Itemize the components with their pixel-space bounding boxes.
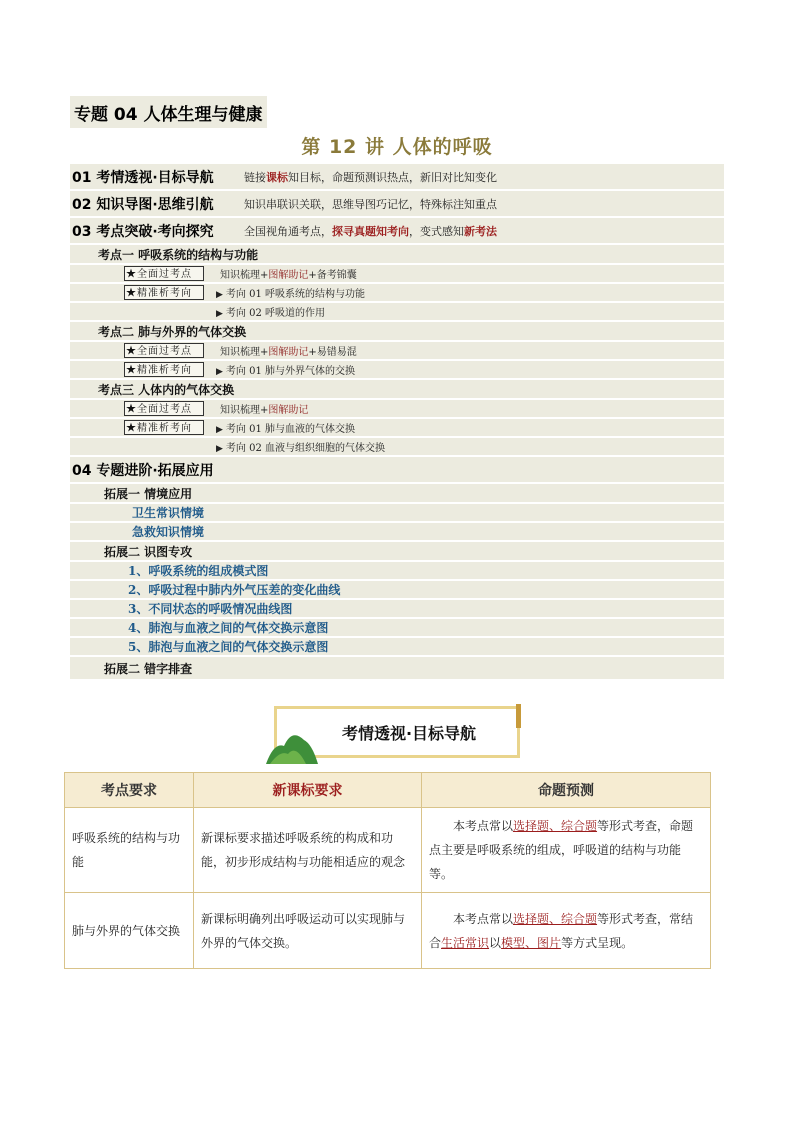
cell-standard: 新课标明确列出呼吸运动可以实现肺与外界的气体交换。 bbox=[194, 893, 422, 969]
toc-k2-all[interactable]: ★全面过考点 知识梳理+图解助记+易错易混 bbox=[70, 342, 724, 359]
toc-kaodian-3[interactable]: 考点三 人体内的气体交换 bbox=[70, 380, 724, 398]
section-label: 03 考点突破·考向探究 bbox=[72, 223, 214, 240]
toc-ext-2-item[interactable]: 1、呼吸系统的组成模式图 bbox=[70, 562, 724, 579]
tag-precise: ★精准析考向 bbox=[124, 362, 204, 377]
toc-ext-2-item[interactable]: 2、呼吸过程中肺内外气压差的变化曲线 bbox=[70, 581, 724, 598]
table-of-contents bbox=[70, 164, 724, 681]
toc-ext-2-item[interactable]: 4、肺泡与血液之间的气体交换示意图 bbox=[70, 619, 724, 636]
table-row bbox=[65, 893, 711, 969]
toc-ext-2-item[interactable]: 3、不同状态的呼吸情况曲线图 bbox=[70, 600, 724, 617]
table-header-row bbox=[65, 773, 711, 808]
cell-requirement: 呼吸系统的结构与功能 bbox=[65, 808, 194, 893]
toc-section-1[interactable] bbox=[70, 164, 724, 189]
tag-precise: ★精准析考向 bbox=[124, 420, 204, 435]
section-label: 02 知识导图·思维引航 bbox=[72, 196, 214, 213]
tag-all: ★全面过考点 bbox=[124, 401, 204, 416]
play-arrow-icon: ▶ bbox=[216, 290, 223, 300]
cell-standard: 新课标要求描述呼吸系统的构成和功能，初步形成结构与功能相适应的观念 bbox=[194, 808, 422, 893]
column-header: 新课标要求 bbox=[194, 773, 422, 808]
play-arrow-icon: ▶ bbox=[216, 367, 223, 377]
lecture-title: 第 12 讲 人体的呼吸 bbox=[301, 136, 493, 158]
section-label: 04 专题进阶·拓展应用 bbox=[72, 462, 214, 479]
play-arrow-icon: ▶ bbox=[216, 444, 223, 454]
banner-accent bbox=[516, 704, 521, 728]
cell-prediction: 本考点常以选择题、综合题等形式考查，命题点主要是呼吸系统的组成，呼吸道的结构与功能等。 bbox=[422, 808, 711, 893]
toc-section-3[interactable] bbox=[70, 218, 724, 243]
hills-icon bbox=[266, 724, 326, 764]
toc-ext-1-item[interactable]: 卫生常识情境 bbox=[70, 504, 724, 521]
section-banner bbox=[266, 704, 526, 764]
toc-k1-all[interactable]: ★全面过考点 知识梳理+图解助记+备考锦囊 bbox=[70, 265, 724, 282]
section-label: 01 考情透视·目标导航 bbox=[72, 169, 214, 186]
toc-ext-2-item[interactable]: 5、肺泡与血液之间的气体交换示意图 bbox=[70, 638, 724, 655]
toc-ext-1-item[interactable]: 急救知识情境 bbox=[70, 523, 724, 540]
toc-ext-1[interactable]: 拓展一 情境应用 bbox=[70, 484, 724, 502]
toc-k1-d2[interactable]: ▶ 考向 02 呼吸道的作用 bbox=[70, 303, 724, 320]
toc-ext-3[interactable]: 拓展二 错字排查 bbox=[70, 657, 724, 679]
banner-title: 考情透视·目标导航 bbox=[274, 706, 520, 758]
tag-precise: ★精准析考向 bbox=[124, 285, 204, 300]
toc-k3-all[interactable]: ★全面过考点 知识梳理+图解助记 bbox=[70, 400, 724, 417]
toc-section-4[interactable] bbox=[70, 457, 724, 482]
tag-all: ★全面过考点 bbox=[124, 343, 204, 358]
section-desc: 全国视角通考点，探寻真题知考向，变式感知新考法 bbox=[244, 224, 497, 238]
toc-k2-d1[interactable]: ★精准析考向 ▶ 考向 01 肺与外界气体的交换 bbox=[70, 361, 724, 378]
cell-prediction: 本考点常以选择题、综合题等形式考查，常结合生活常识以模型、图片等方式呈现。 bbox=[422, 893, 711, 969]
toc-k3-d2[interactable]: ▶ 考向 02 血液与组织细胞的气体交换 bbox=[70, 438, 724, 455]
toc-kaodian-1[interactable]: 考点一 呼吸系统的结构与功能 bbox=[70, 245, 724, 263]
toc-kaodian-2[interactable]: 考点二 肺与外界的气体交换 bbox=[70, 322, 724, 340]
play-arrow-icon: ▶ bbox=[216, 425, 223, 435]
column-header: 命题预测 bbox=[422, 773, 711, 808]
tag-all: ★全面过考点 bbox=[124, 266, 204, 281]
toc-k1-d1[interactable]: ★精准析考向 ▶ 考向 01 呼吸系统的结构与功能 bbox=[70, 284, 724, 301]
column-header: 考点要求 bbox=[65, 773, 194, 808]
toc-section-2[interactable] bbox=[70, 191, 724, 216]
topic-header: 专题 04 人体生理与健康 bbox=[70, 96, 267, 128]
requirements-table bbox=[64, 772, 711, 969]
toc-ext-2[interactable]: 拓展二 识图专攻 bbox=[70, 542, 724, 560]
section-desc: 链接课标知目标，命题预测识热点，新旧对比知变化 bbox=[244, 170, 497, 184]
cell-requirement: 肺与外界的气体交换 bbox=[65, 893, 194, 969]
toc-k3-d1[interactable]: ★精准析考向 ▶ 考向 01 肺与血液的气体交换 bbox=[70, 419, 724, 436]
table-row bbox=[65, 808, 711, 893]
section-desc: 知识串联识关联，思维导图巧记忆，特殊标注知重点 bbox=[244, 197, 497, 211]
play-arrow-icon: ▶ bbox=[216, 309, 223, 319]
